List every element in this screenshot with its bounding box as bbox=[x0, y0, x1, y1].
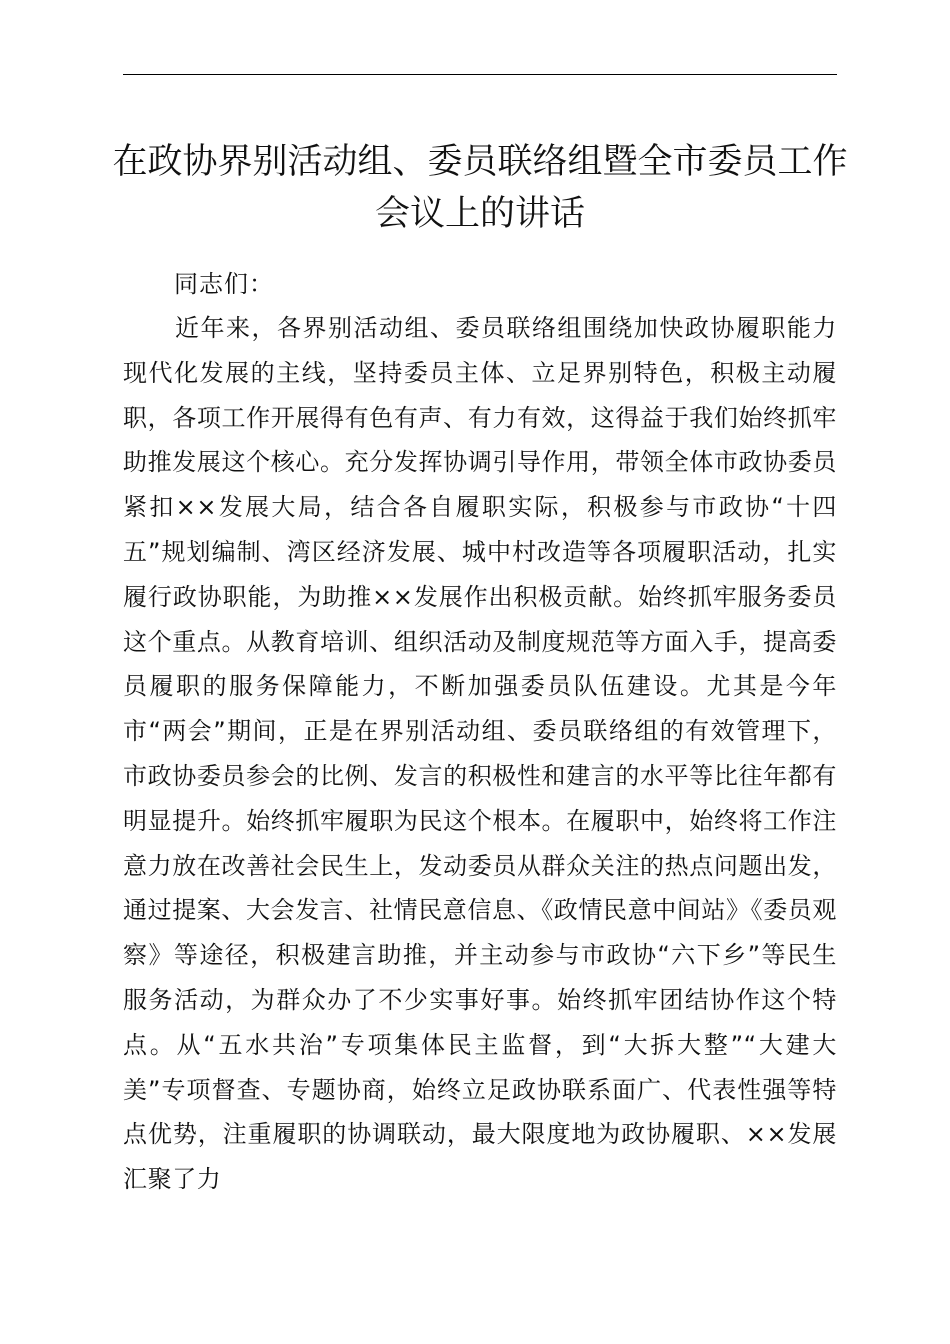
body-paragraph: 近年来，各界别活动组、委员联络组围绕加快政协履职能力现代化发展的主线，坚持委员主体、立足界别特色，积极主动履职，各项工作开展得有色有声、有力有效，这得益于我们始终抓牢助推发展这个核心。充分发挥协调引导作用，带领全体市政协委员紧扣××发展大局，结合各自履职实际，积极参与市政协“十四五”规划编制、湾区经济发展、城中村改造等各项履职活动，扎实履行政协职能，为助推××发展作出积极贡献。始终抓牢服务委员这个重点。从教育培训、组织活动及制度规范等方面入手，提高委员履职的服务保障能力，不断加强委员队伍建设。尤其是今年市“两会”期间，正是在界别活动组、委员联络组的有效管理下，市政协委员参会的比例、发言的积极性和建言的水平等比往年都有明显提升。始终抓牢履职为民这个根本。在履职中，始终将工作注意力放在改善社会民生上，发动委员从群众关注的热点问题出发，通过提案、大会发言、社情民意信息、《政情民意中间站》《委员观察》等途径，积极建言助推，并主动参与市政协“六下乡”等民生服务活动，为群众办了不少实事好事。始终抓牢团结协作这个特点。从“五水共治”专项集体民主监督，到“大拆大整”“大建大美”专项督查、专题协商，始终立足政协联系面广、代表性强等特点优势，注重履职的协调联动，最大限度地为政协履职、××发展汇聚了力 bbox=[123, 314, 837, 1194]
header-rule bbox=[123, 74, 837, 75]
document-title: 在政协界别活动组、委员联络组暨全市委员工作会议上的讲话 bbox=[112, 142, 848, 234]
salutation: 同志们： bbox=[174, 270, 274, 298]
